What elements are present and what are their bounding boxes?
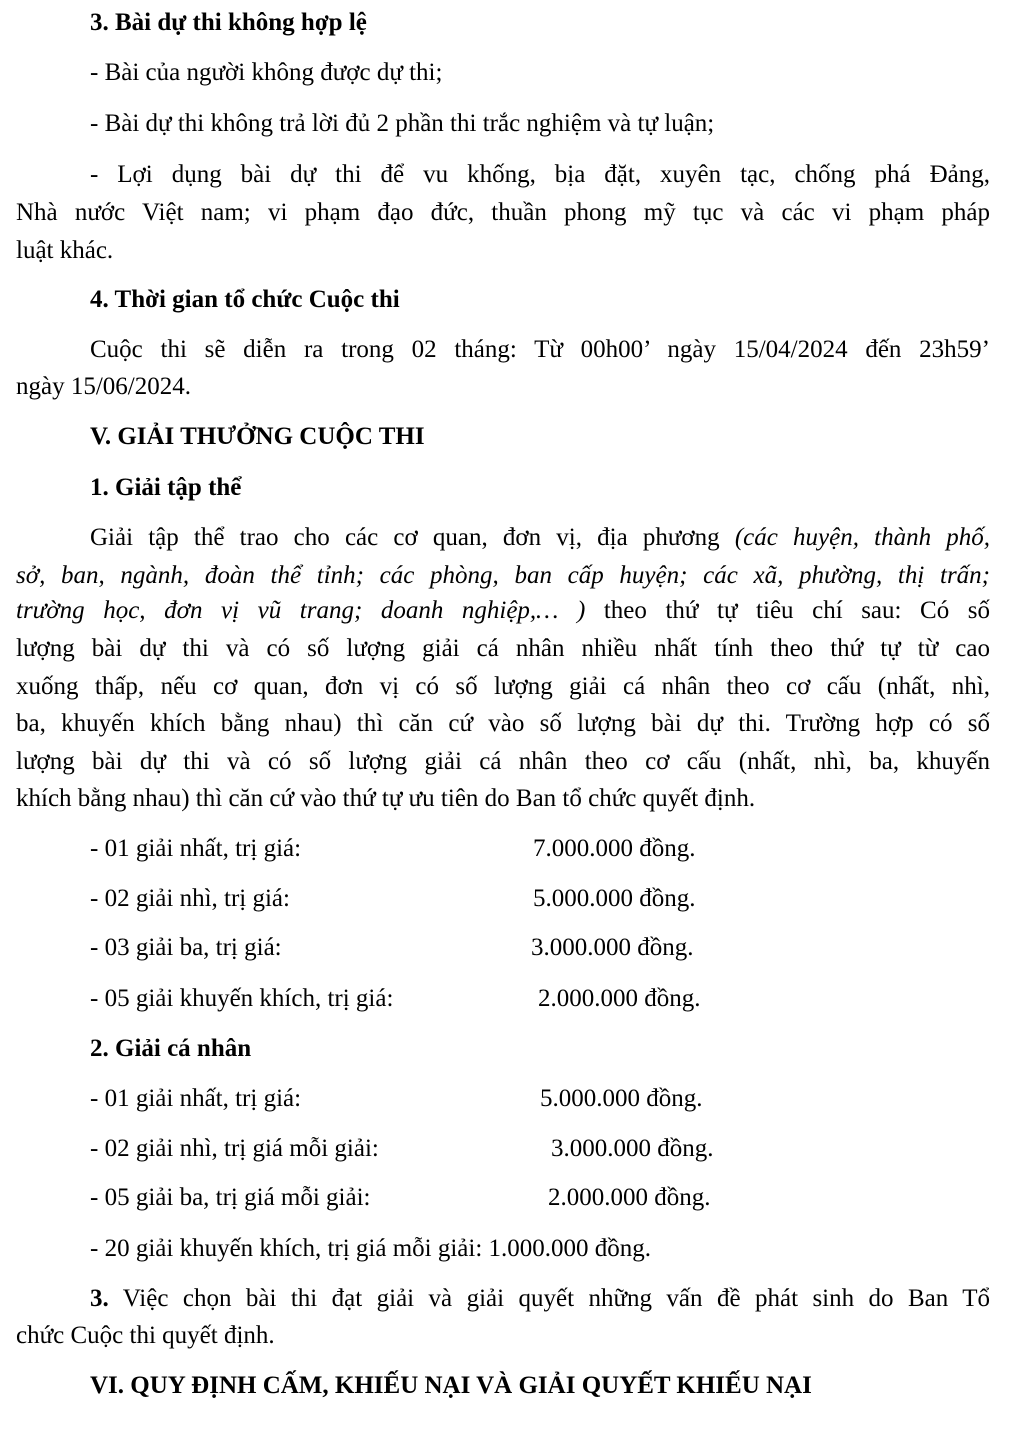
- prize-decision-line-1: [90, 1286, 990, 1311]
- collective-prize-label: - 02 giải nhì, trị giá:: [90, 885, 290, 912]
- invalid-item-3-line-1: - Lợi dụng bài dự thi để vu khống, bịa đặt, xuyên tạc, chống phá Đảng,: [90, 161, 990, 188]
- collective-paragraph-line-7: lượng bài dự thi và có số lượng giải cá nhân theo cơ cấu (nhất, nhì, ba, khuyến: [16, 748, 990, 775]
- collective-prize-label: - 01 giải nhất, trị giá:: [90, 835, 302, 862]
- subheading-individual-prizes: 2. Giải cá nhân: [90, 1035, 252, 1062]
- collective-paragraph-line-8: khích bằng nhau) thì căn cứ vào thứ tự ưu tiên do Ban tổ chức quyết định.: [16, 785, 756, 812]
- prize-decision-line-2: chức Cuộc thi quyết định.: [16, 1322, 275, 1349]
- timeline-line-2: ngày 15/06/2024.: [16, 373, 191, 400]
- individual-prize-label: - 05 giải ba, trị giá mỗi giải:: [90, 1184, 371, 1211]
- individual-prize-label: - 01 giải nhất, trị giá:: [90, 1085, 302, 1112]
- collective-paragraph-line-1: [90, 525, 990, 550]
- individual-prize-label: - 20 giải khuyến khích, trị giá mỗi giải: 1.000.000 đồng.: [90, 1235, 652, 1262]
- collective-prize-amount: 5.000.000 đồng.: [533, 885, 696, 912]
- collective-paragraph-line-3-text: theo thứ tự tiêu chí sau: Có số: [585, 597, 990, 624]
- invalid-item-2: - Bài dự thi không trả lời đủ 2 phần thi trắc nghiệm và tự luận;: [90, 110, 715, 137]
- section-heading-timeline: 4. Thời gian tổ chức Cuộc thi: [90, 286, 400, 313]
- invalid-item-3-line-2: Nhà nước Việt nam; vi phạm đạo đức, thuần phong mỹ tục và các vi phạm pháp: [16, 199, 990, 226]
- subheading-collective-prizes: 1. Giải tập thể: [90, 474, 242, 501]
- collective-paragraph-line-6: ba, khuyến khích bằng nhau) thì căn cứ vào số lượng bài dự thi. Trường hợp có số: [16, 710, 990, 737]
- individual-prize-amount: 2.000.000 đồng.: [548, 1184, 711, 1211]
- individual-prize-amount: 3.000.000 đồng.: [551, 1135, 714, 1162]
- collective-prize-amount: 3.000.000 đồng.: [531, 934, 694, 961]
- timeline-line-1: Cuộc thi sẽ diễn ra trong 02 tháng: Từ 00h00’ ngày 15/04/2024 đến 23h59’: [90, 336, 990, 363]
- chapter-heading-complaints: VI. QUY ĐỊNH CẤM, KHIẾU NẠI VÀ GIẢI QUYẾT KHIẾU NẠI: [90, 1372, 812, 1399]
- collective-paragraph-line-5: xuống thấp, nếu cơ quan, đơn vị có số lượng giải cá nhân theo cơ cấu (nhất, nhì,: [16, 673, 990, 700]
- collective-prize-amount: 2.000.000 đồng.: [538, 985, 701, 1012]
- collective-paragraph-line-3-italic: trường học, đơn vị vũ trang; doanh nghiệp,… ): [16, 597, 586, 624]
- collective-prize-amount: 7.000.000 đồng.: [533, 835, 696, 862]
- section-heading-invalid-entries: 3. Bài dự thi không hợp lệ: [90, 9, 367, 36]
- individual-prize-amount: 5.000.000 đồng.: [540, 1085, 703, 1112]
- collective-paragraph-line-2: sở, ban, ngành, đoàn thể tỉnh; các phòng, ban cấp huyện; các xã, phường, thị trấn;: [16, 562, 990, 589]
- collective-paragraph-line-1-text: Giải tập thể trao cho các cơ quan, đơn vị, địa phương: [90, 524, 735, 551]
- individual-prize-label: - 02 giải nhì, trị giá mỗi giải:: [90, 1135, 379, 1162]
- collective-paragraph-line-4: lượng bài dự thi và có số lượng giải cá nhân nhiều nhất tính theo thứ tự từ cao: [16, 635, 990, 662]
- chapter-heading-prizes: V. GIẢI THƯỞNG CUỘC THI: [90, 423, 425, 450]
- prize-decision-number: 3.: [90, 1285, 109, 1312]
- collective-prize-label: - 03 giải ba, trị giá:: [90, 934, 282, 961]
- invalid-item-3-line-3: luật khác.: [16, 237, 114, 264]
- collective-prize-label: - 05 giải khuyến khích, trị giá:: [90, 985, 394, 1012]
- collective-paragraph-line-3: [16, 598, 990, 623]
- collective-paragraph-line-1-italic: (các huyện, thành phố,: [734, 524, 990, 551]
- prize-decision-text: Việc chọn bài thi đạt giải và giải quyết những vấn đề phát sinh do Ban Tổ: [108, 1285, 990, 1312]
- invalid-item-1: - Bài của người không được dự thi;: [90, 59, 443, 86]
